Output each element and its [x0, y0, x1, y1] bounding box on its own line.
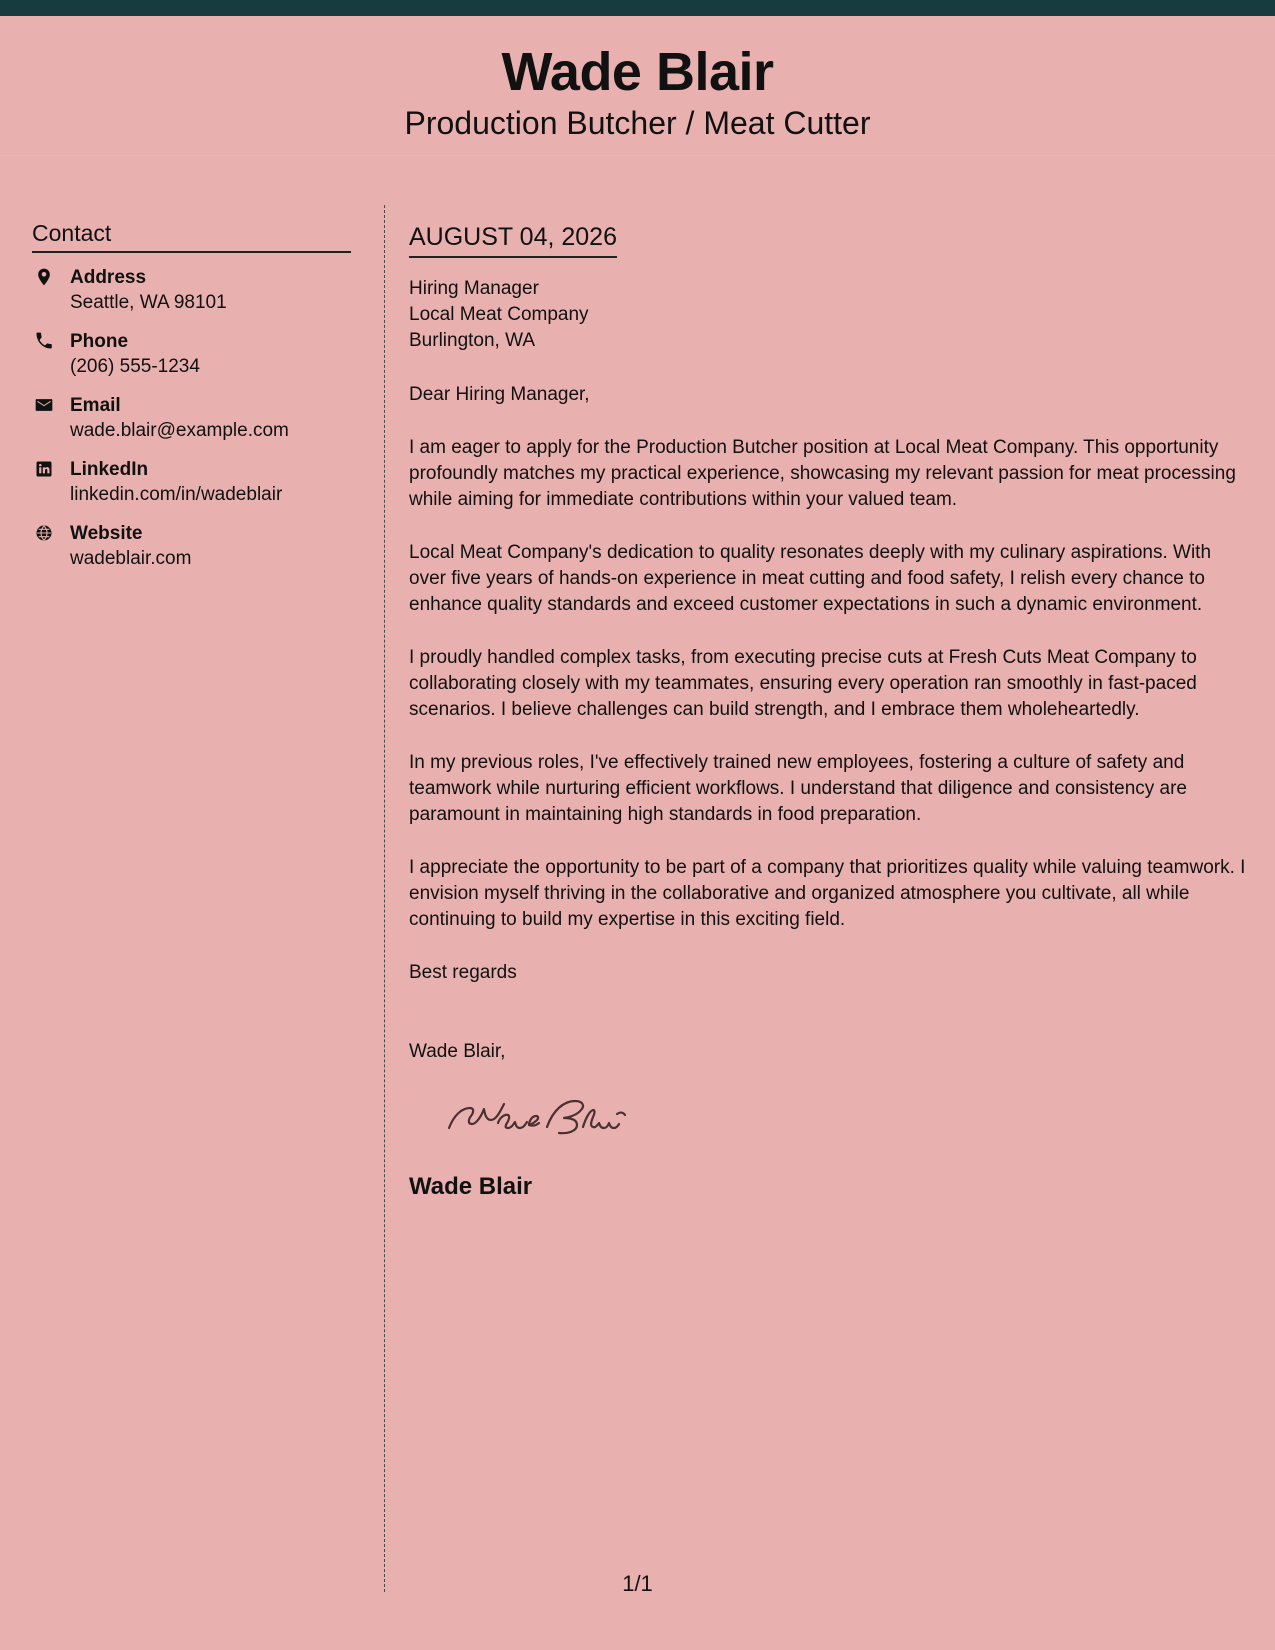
contact-value: Seattle, WA 98101 — [70, 292, 227, 313]
letter-paragraph: I proudly handled complex tasks, from executing precise cuts at Fresh Cuts Meat Company to collaborating closely with my teammates, ensuring every operation ran smoothly in fast-paced scenarios. I believe challenges can build strength, and I embrace them wholeheartedly. — [409, 647, 1197, 720]
letter-greeting: Dear Hiring Manager, — [409, 384, 590, 405]
contact-value: linkedin.com/in/wadeblair — [70, 484, 283, 505]
contact-value: wade.blair@example.com — [70, 420, 289, 441]
contact-value: wadeblair.com — [70, 548, 192, 569]
recipient-line: Hiring Manager — [409, 278, 539, 299]
contact-website-text — [70, 521, 191, 571]
contact-label: Website — [70, 523, 143, 544]
letter-date: AUGUST 04, 2026 — [409, 221, 617, 258]
top-accent-bar — [0, 0, 1275, 16]
recipient-line: Burlington, WA — [409, 330, 536, 351]
contact-item-phone — [32, 329, 351, 379]
contact-linkedin-text — [70, 457, 282, 507]
contact-address-text — [70, 265, 227, 315]
contact-item-website — [32, 521, 351, 571]
letter-paragraph: In my previous roles, I've effectively trained new employees, fostering a culture of safety and teamwork while nurturing efficient workflows. I understand that diligence and consistency are paramount in maintaining high standards in food preparation. — [409, 752, 1187, 825]
email-icon — [32, 393, 70, 415]
candidate-name: Wade Blair — [501, 42, 774, 102]
contact-section-title: Contact — [32, 219, 351, 253]
contact-label: LinkedIn — [70, 459, 149, 480]
handwritten-signature — [441, 1092, 1249, 1162]
letter-paragraph: I am eager to apply for the Production Butcher position at Local Meat Company. This opportunity profoundly matches my practical experience, showcasing my relevant passion for meat processing while aiming for immediate contributions within your valued team. — [409, 437, 1236, 510]
contact-value: (206) 555-1234 — [70, 356, 200, 377]
contact-label: Phone — [70, 331, 129, 352]
signed-name: Wade Blair — [409, 1173, 533, 1200]
recipient-block — [409, 276, 1249, 354]
letter-closing: Best regards — [409, 962, 517, 983]
linkedin-icon — [32, 457, 70, 479]
contact-item-linkedin — [32, 457, 351, 507]
letter-paragraph: I appreciate the opportunity to be part of a company that prioritizes quality while valuing teamwork. I envision myself thriving in the collaborative and organized atmosphere you cultivate, all while continuing to build my expertise in this exciting field. — [409, 857, 1246, 930]
contact-label: Address — [70, 267, 147, 288]
signature-name-line: Wade Blair, — [409, 1041, 506, 1062]
globe-icon — [32, 521, 70, 543]
recipient-line: Local Meat Company — [409, 304, 589, 325]
page-number: 1/1 — [622, 1571, 653, 1596]
contact-sidebar — [32, 219, 351, 585]
contact-label: Email — [70, 395, 121, 416]
column-divider — [384, 205, 385, 1592]
contact-list — [32, 265, 351, 571]
contact-email-text — [70, 393, 289, 443]
contact-phone-text — [70, 329, 200, 379]
phone-icon — [32, 329, 70, 351]
job-title: Production Butcher / Meat Cutter — [404, 105, 871, 141]
letter-paragraph: Local Meat Company's dedication to quality resonates deeply with my culinary aspirations. With over five years of hands-on experience in meat cutting and food safety, I relish every chance to enhance quality standards and exceed customer expectations in such a dynamic environment. — [409, 542, 1212, 615]
contact-item-address — [32, 265, 351, 315]
location-pin-icon — [32, 265, 70, 287]
contact-item-email — [32, 393, 351, 443]
cover-letter-body — [409, 221, 1249, 1202]
document-header — [0, 16, 1275, 156]
